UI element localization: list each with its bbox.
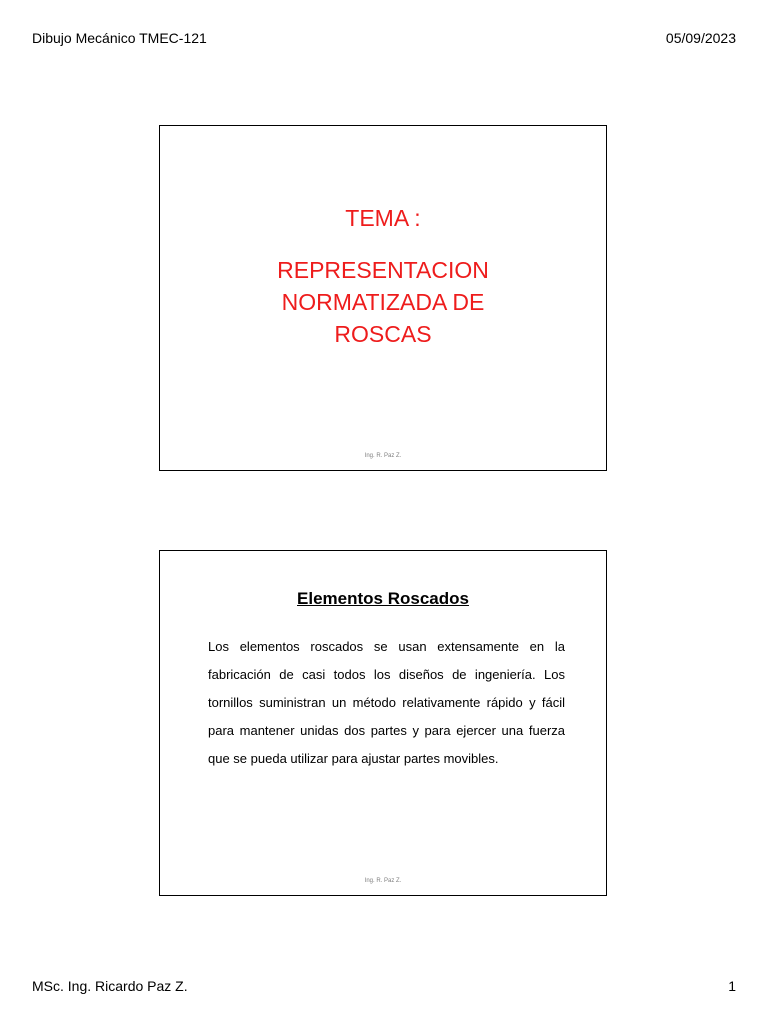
section-body: Los elementos roscados se usan extensamente en la fabricación de casi todos los diseños de ingeniería. Los tornillos suministran un método relativamente rápido y fácil para mantener unidas dos partes y para ejercer una fuerza que se pueda utilizar para ajustar partes movibles. <box>208 639 565 766</box>
slide-credit: Ing. R. Paz Z. <box>364 453 402 459</box>
tema-label: TEMA : <box>345 205 421 231</box>
page-number: 1 <box>728 978 736 994</box>
subtitle-line-3: ROSCAS <box>334 321 432 347</box>
slide-credit: Ing. R. Paz Z. <box>364 878 402 884</box>
section-heading: Elementos Roscados <box>297 589 469 608</box>
slide-elementos-roscados <box>159 550 607 896</box>
page-header-date: 05/09/2023 <box>665 30 736 46</box>
slide-title <box>159 125 607 471</box>
page-footer-author: MSc. Ing. Ricardo Paz Z. <box>32 978 188 994</box>
slide-title-block <box>160 202 606 350</box>
subtitle-line-1: REPRESENTACION <box>277 257 489 283</box>
subtitle-line-2: NORMATIZADA DE <box>281 289 485 315</box>
page-header-course: Dibujo Mecánico TMEC-121 <box>32 30 207 46</box>
